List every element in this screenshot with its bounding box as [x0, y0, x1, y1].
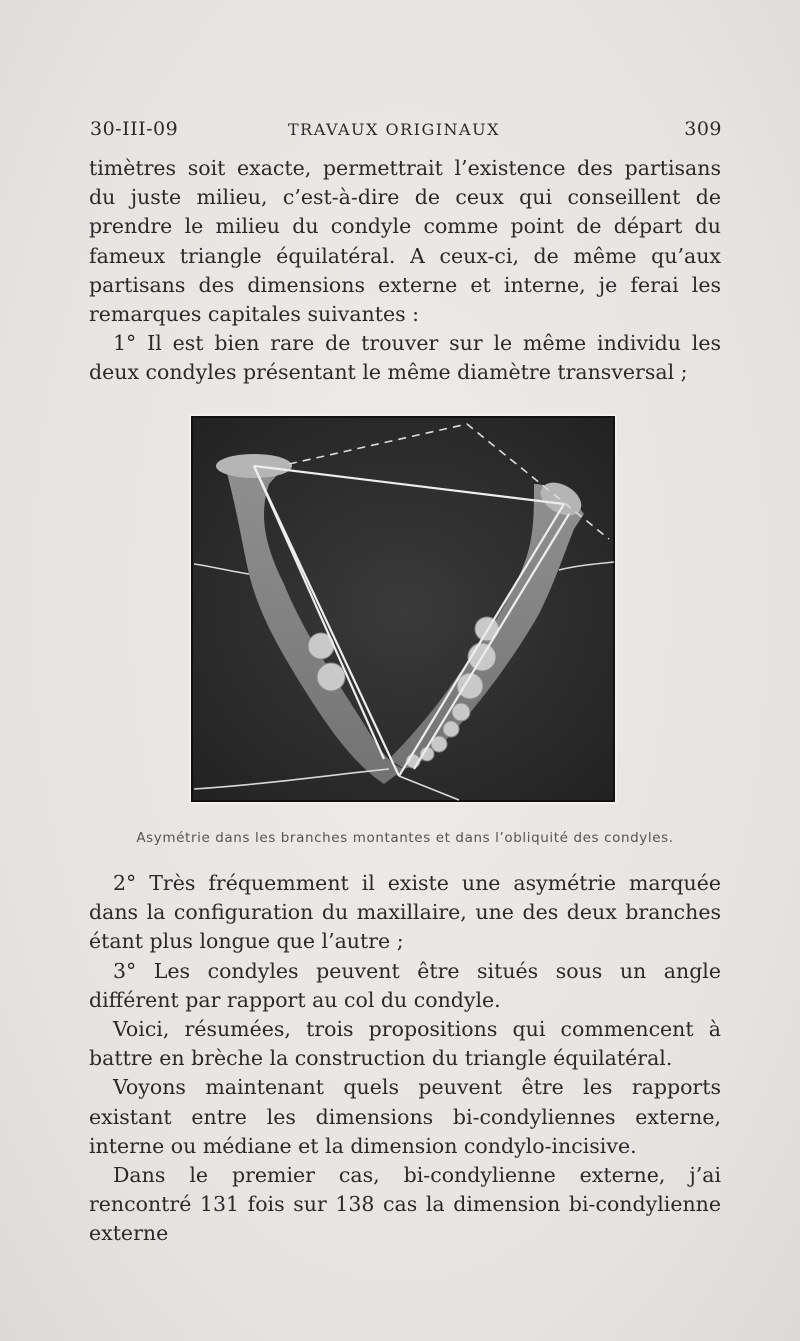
paragraph: 1° Il est bien rare de trouver sur le même individu les deux condyles présentant le même diamètre transversal ; — [89, 331, 721, 385]
paragraph: timètres soit exacte, permettrait l’existence des partisans du juste milieu, c’est-à-dire de ceux qui conseillent de prendre le milieu du condyle comme point de départ du fameux triangle équilatéral. A ceux-ci, de même qu’aux partisans des dimensions externe et interne, je ferai les remarques capitales suivantes : — [89, 156, 721, 327]
mandible-illustration — [189, 414, 617, 804]
text-block-top — [89, 154, 721, 388]
paragraph: Voyons maintenant quels peuvent être les rapports existant entre les dimensions bi-condyliennes externe, interne ou médiane et la dimension condylo-incisive. — [89, 1075, 721, 1158]
paragraph: Dans le premier cas, bi-condylienne externe, j’ai rencontré 131 fois sur 138 cas la dimension bi-condylienne externe — [89, 1163, 721, 1246]
figure-caption: Asymétrie dans les branches montantes et dans l’obliquité des condyles. — [136, 830, 674, 846]
header-section-title: TRAVAUX ORIGINAUX — [288, 120, 500, 139]
running-header — [90, 118, 722, 148]
paragraph: 3° Les condyles peuvent être situés sous un angle différent par rapport au col du condyle. — [89, 958, 721, 1012]
paragraph: Voici, résumées, trois propositions qui commencent à battre en brèche la construction du triangle équilatéral. — [89, 1017, 721, 1071]
text-block-bottom — [89, 869, 721, 1249]
header-date: 30-III-09 — [90, 118, 179, 140]
paragraph: 2° Très fréquemment il existe une asymétrie marquée dans la configuration du maxillaire, une des deux branches étant plus longue que l’autre ; — [89, 871, 721, 954]
figure-mandible-photo — [189, 414, 617, 804]
page-number: 309 — [684, 118, 722, 140]
